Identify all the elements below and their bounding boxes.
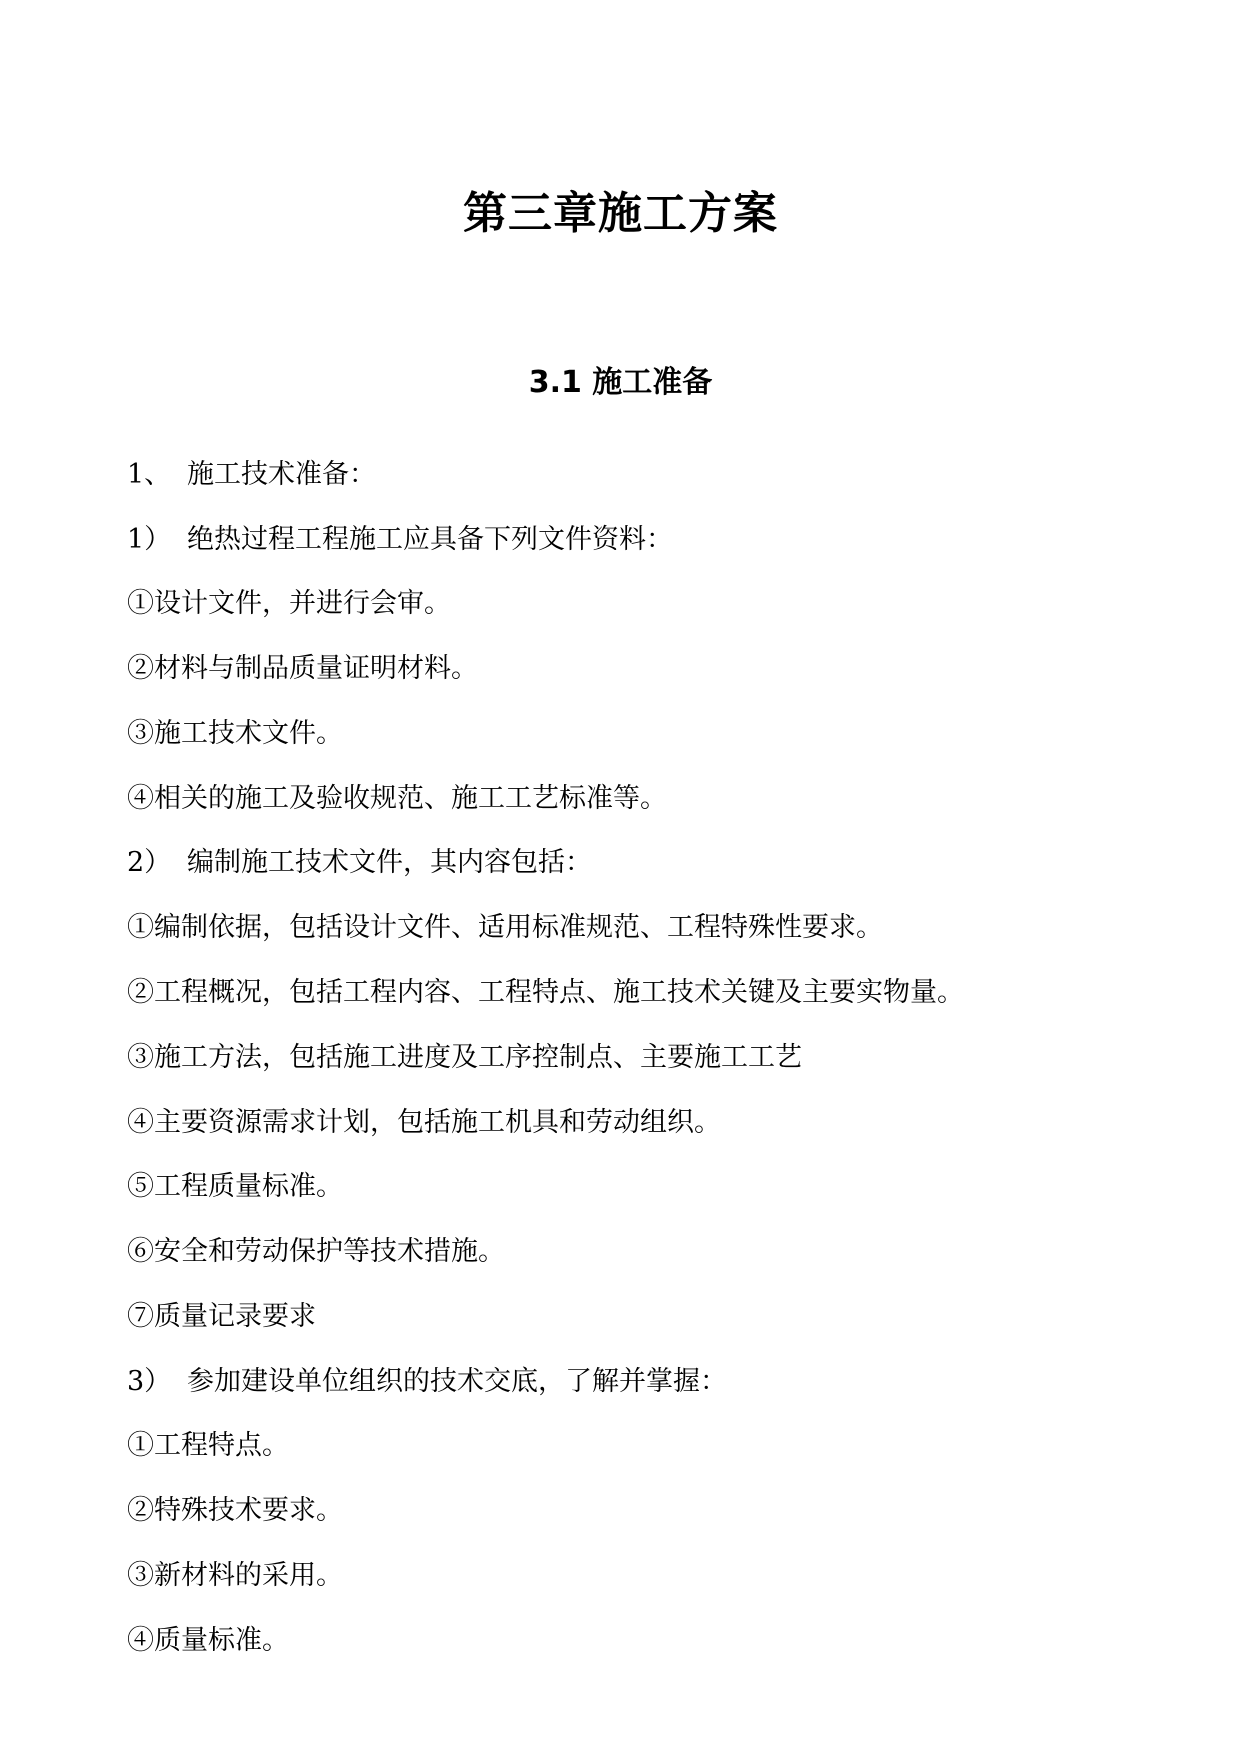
item-text: ⑥安全和劳动保护等技术措施。 — [127, 1236, 505, 1267]
item-number: 2） — [127, 847, 172, 878]
list-item — [127, 1234, 505, 1270]
item-text: ④相关的施工及验收规范、施工工艺标准等。 — [127, 783, 667, 814]
item-text: 绝热过程工程施工应具备下列文件资料： — [187, 524, 673, 555]
list-item — [127, 651, 478, 687]
list-item — [127, 1169, 343, 1205]
item-text: ①设计文件，并进行会审。 — [127, 588, 451, 619]
item-text: ④质量标准。 — [127, 1625, 289, 1656]
list-item — [127, 586, 451, 622]
list-item — [127, 1105, 721, 1141]
item-text: ①编制依据，包括设计文件、适用标准规范、工程特殊性要求。 — [127, 912, 883, 943]
item-text: 施工技术准备： — [187, 459, 376, 490]
list-item — [127, 716, 343, 752]
list-item-subheading — [127, 522, 673, 558]
item-number: 1） — [127, 524, 172, 555]
item-number: 1、 — [127, 459, 172, 490]
list-item — [127, 1428, 289, 1464]
item-text: 编制施工技术文件，其内容包括： — [187, 847, 592, 878]
item-text: ①工程特点。 — [127, 1430, 289, 1461]
list-item-heading — [127, 457, 376, 493]
list-item — [127, 1623, 289, 1659]
item-text: ②材料与制品质量证明材料。 — [127, 653, 478, 684]
item-number: 3） — [127, 1366, 172, 1397]
list-item — [127, 1040, 802, 1076]
chapter-title: 第三章施工方案 — [463, 188, 778, 239]
item-text: ②工程概况，包括工程内容、工程特点、施工技术关键及主要实物量。 — [127, 977, 964, 1008]
item-text: ⑦质量记录要求 — [127, 1301, 316, 1332]
list-item — [127, 1493, 343, 1529]
list-item-subheading — [127, 1364, 727, 1400]
item-text: ③新材料的采用。 — [127, 1560, 343, 1591]
section-title: 3.1 施工准备 — [528, 365, 713, 400]
item-text: 参加建设单位组织的技术交底，了解并掌握： — [187, 1366, 727, 1397]
item-text: ③施工技术文件。 — [127, 718, 343, 749]
item-text: ②特殊技术要求。 — [127, 1495, 343, 1526]
list-item — [127, 910, 883, 946]
item-text: ④主要资源需求计划，包括施工机具和劳动组织。 — [127, 1107, 721, 1138]
list-item-subheading — [127, 845, 592, 881]
list-item — [127, 1558, 343, 1594]
item-text: ③施工方法，包括施工进度及工序控制点、主要施工工艺 — [127, 1042, 802, 1073]
list-item — [127, 975, 964, 1011]
list-item — [127, 1299, 316, 1335]
item-text: ⑤工程质量标准。 — [127, 1171, 343, 1202]
list-item — [127, 781, 667, 817]
